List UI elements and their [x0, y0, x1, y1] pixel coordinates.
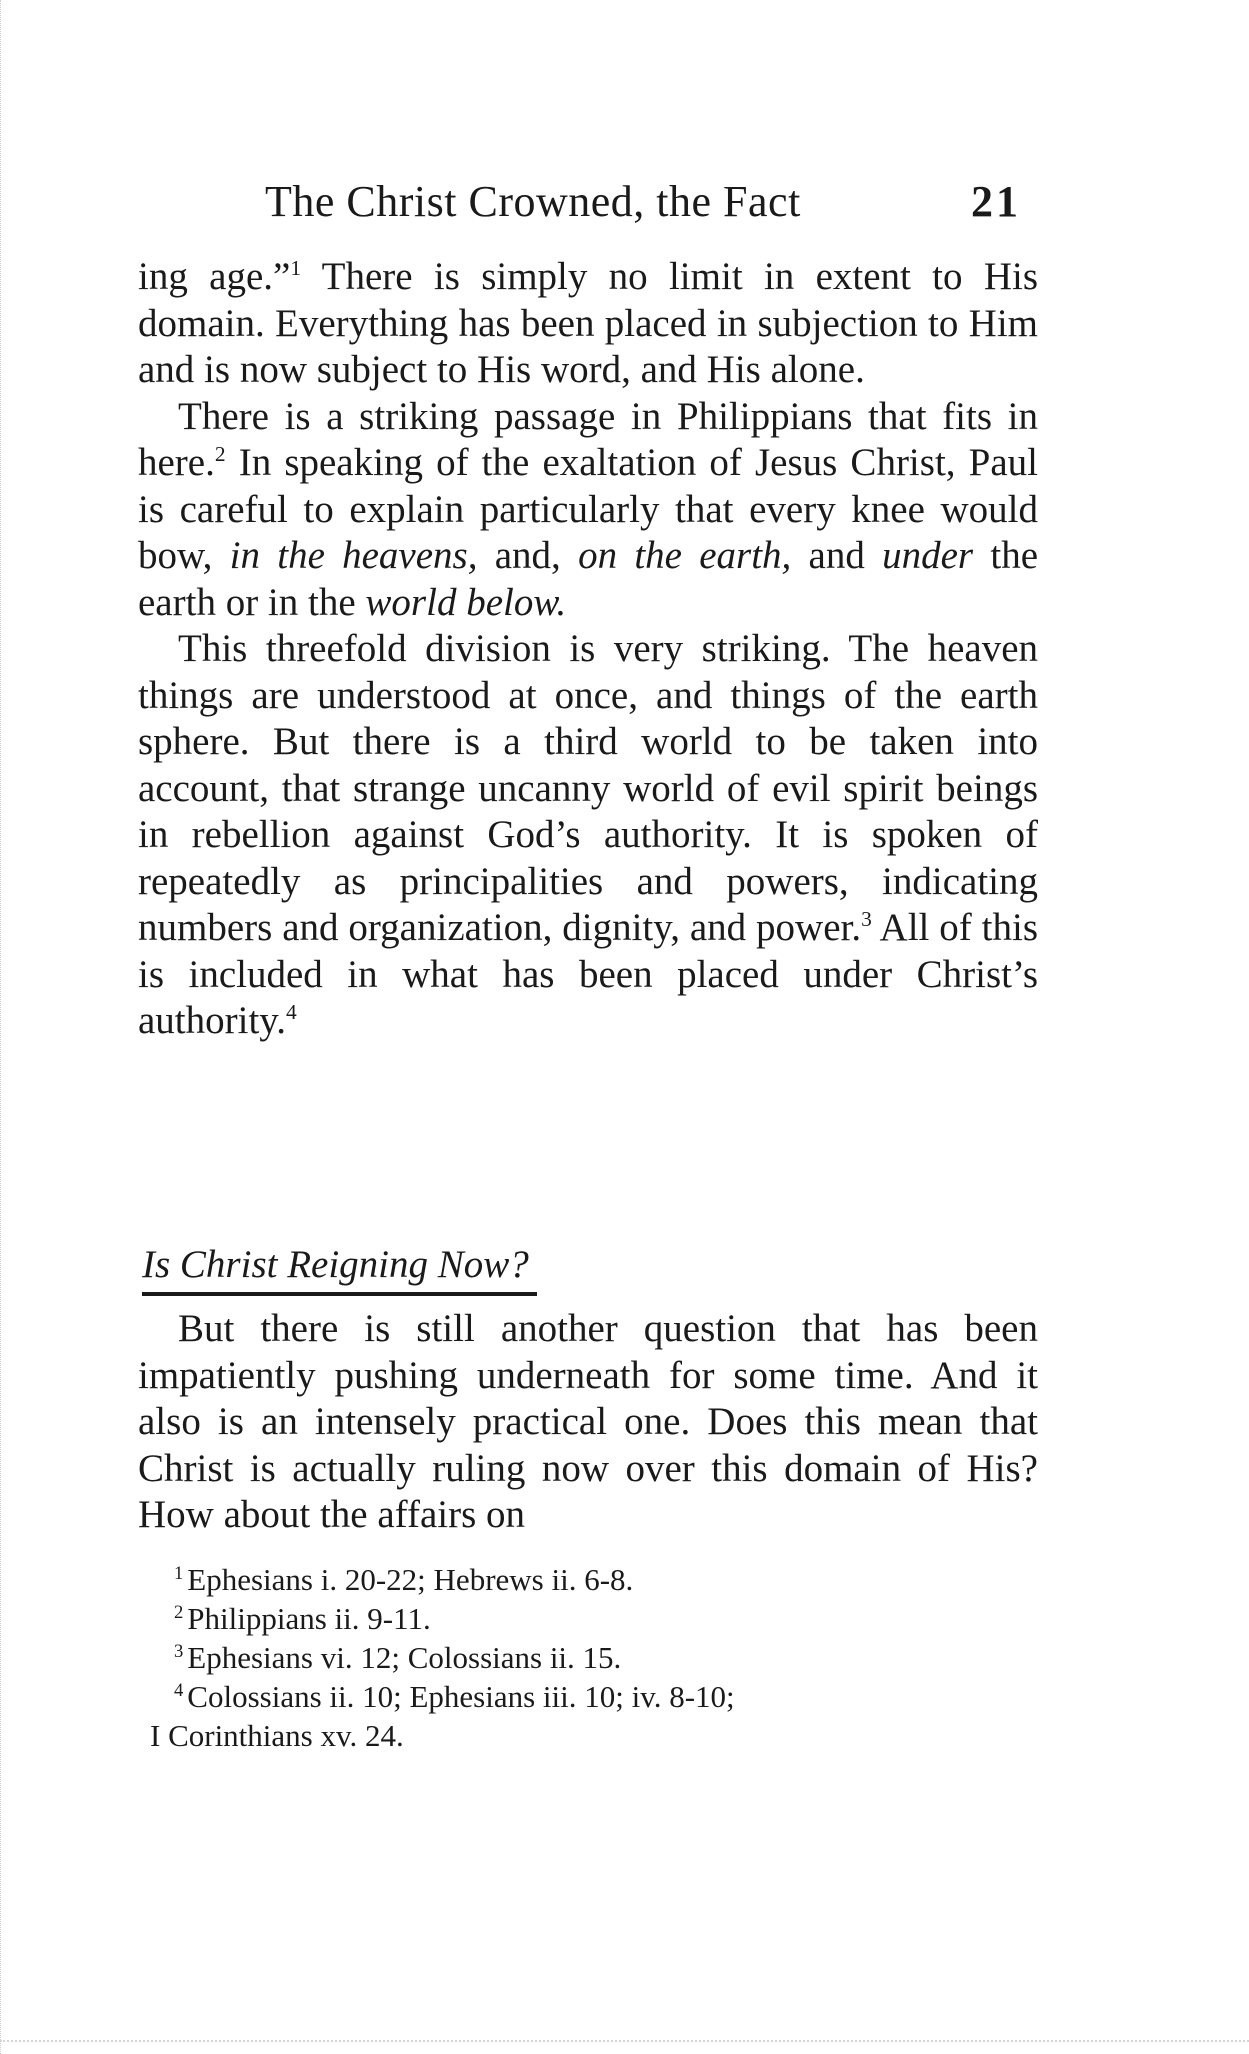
emphasis-earth: on the earth,	[578, 534, 792, 577]
emphasis-heavens: in the heavens,	[229, 534, 478, 577]
page-number: 21	[971, 177, 1021, 226]
paragraph-3-text-b: All of this is included in what has been placed under Christ’s authority.	[138, 906, 1038, 1042]
running-head	[265, 174, 1035, 230]
footnote-1	[150, 1560, 1055, 1599]
paragraph-2	[138, 394, 1038, 627]
page-edge-margin	[0, 0, 9, 2054]
paragraph-2-text-a: There is a striking passage in Philippians that fits in here.	[138, 394, 1038, 484]
footnote-4	[150, 1677, 1055, 1716]
footnotes	[150, 1560, 1055, 1755]
paragraph-1	[138, 254, 1038, 394]
paragraph-2-text-d: and	[791, 534, 883, 577]
paragraph-4-text: But there is still another question that has been impatiently pushing underneath for some time. And it also is an intensely practical one. Does this mean that Christ is actually ruling now over this domain of His? How about the affairs on	[138, 1307, 1038, 1536]
footnote-ref-1: 1	[290, 256, 302, 280]
footnote-4-continuation: I Corinthians xv. 24.	[150, 1718, 404, 1753]
footnote-3	[150, 1638, 1055, 1677]
section-heading: Is Christ Reigning Now?	[142, 1240, 537, 1296]
emphasis-world-below: world below.	[365, 580, 567, 624]
paragraph-2-text-e: the earth or in the	[138, 534, 1039, 624]
footnote-ref-2: 2	[214, 442, 226, 466]
footnote-2	[150, 1599, 1055, 1638]
running-head-title: The Christ Crowned, the Fact	[265, 177, 801, 226]
body-text-upper	[138, 254, 1038, 1045]
footnote-ref-3: 3	[861, 907, 872, 931]
footnote-4-mark: 4	[174, 1679, 184, 1701]
footnote-3-text: Ephesians vi. 12; Colossians ii. 15.	[187, 1640, 622, 1675]
paragraph-3-text-a: This threefold division is very striking. The heaven things are understood at once, and things of the earth sphere. But there is a third world to be taken into account, that strange uncanny world of evil spirit beings in rebellion against God’s authority. It is spoken of repeatedly as principalities and powers, indicating numbers and organization, dignity, and power.	[138, 627, 1038, 949]
paragraph-2-text-b: In speaking of the exaltation of Jesus Christ, Paul is careful to explain particularly that every knee would bow,	[138, 441, 1038, 577]
footnote-4-text: Colossians ii. 10; Ephesians iii. 10; iv. 8-10;	[187, 1679, 735, 1714]
footnote-ref-4: 4	[286, 1000, 297, 1024]
page-bottom-margin	[0, 2036, 1249, 2042]
paragraph-1-text-a: ing age.”	[138, 255, 291, 298]
footnote-1-mark: 1	[174, 1562, 184, 1584]
body-text-lower	[138, 1306, 1038, 1539]
footnote-2-mark: 2	[174, 1601, 184, 1623]
footnote-3-mark: 3	[174, 1640, 184, 1662]
paragraph-1-text-b: There is simply no limit in extent to His domain. Everything has been placed in subjection to Him and is now subject to His word, and His alone.	[138, 255, 1038, 391]
paragraph-2-text-c: and,	[477, 534, 579, 577]
paragraph-3	[138, 626, 1038, 1045]
paragraph-4	[138, 1306, 1038, 1539]
footnote-1-text: Ephesians i. 20-22; Hebrews ii. 6-8.	[187, 1562, 634, 1597]
footnote-2-text: Philippians ii. 9-11.	[187, 1601, 431, 1636]
emphasis-under: under	[882, 534, 974, 577]
